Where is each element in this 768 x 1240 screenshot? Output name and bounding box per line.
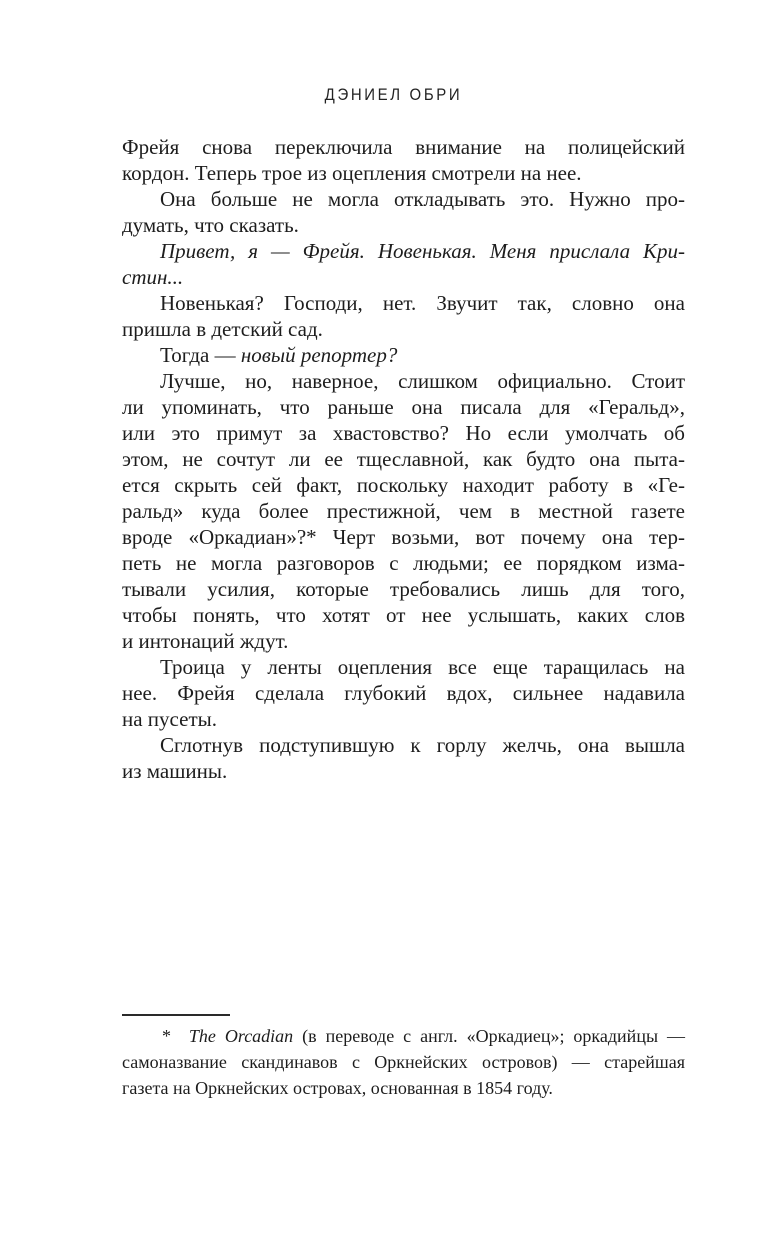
text-line <box>122 264 685 290</box>
text-line <box>122 134 685 160</box>
text-segment: вроде «Оркадиан»?* Черт возьми, вот почему она тер- <box>122 525 685 549</box>
text-line <box>122 654 685 680</box>
text-segment: и интонаций ждут. <box>122 629 289 653</box>
text-segment: газета на Оркнейских островах, основанная в 1854 году. <box>122 1078 553 1098</box>
text-line <box>122 420 685 446</box>
paragraph <box>122 342 685 368</box>
text-line <box>122 160 685 186</box>
running-head-author: ДЭНИЕЛ ОБРИ <box>324 85 463 104</box>
text-line <box>122 186 685 212</box>
text-line <box>122 368 685 394</box>
text-segment: Лучше, но, наверное, слишком официально. Стоит <box>160 369 685 393</box>
text-line <box>122 706 685 732</box>
text-line <box>122 524 685 550</box>
italic-text-segment: The Orcadian <box>188 1026 294 1046</box>
text-segment: нее. Фрейя сделала глубокий вдох, сильнее надавила <box>122 681 685 705</box>
paragraph <box>122 732 685 784</box>
text-segment: ли упоминать, что раньше она писала для «Геральд», <box>122 395 685 419</box>
text-segment: (в переводе с англ. «Оркадиец»; оркадийцы — <box>293 1026 685 1046</box>
paragraph <box>122 238 685 290</box>
italic-text-segment: новый репортер? <box>240 343 398 367</box>
text-segment: из машины. <box>122 759 228 783</box>
text-segment: ется скрыть сей факт, поскольку находит работу в «Ге- <box>122 473 685 497</box>
text-segment: этом, не сочтут ли ее тщеславной, как будто она пыта- <box>122 447 685 471</box>
paragraph <box>122 654 685 732</box>
text-segment: * <box>162 1026 189 1046</box>
text-segment: на пусеты. <box>122 707 217 731</box>
text-segment: чтобы понять, что хотят от нее услышать, каких слов <box>122 603 685 627</box>
text-line <box>122 212 685 238</box>
paragraph <box>122 134 685 186</box>
text-line <box>122 550 685 576</box>
paragraph <box>122 290 685 342</box>
text-line <box>122 342 685 368</box>
text-segment: пришла в детский сад. <box>122 317 323 341</box>
italic-text-segment: стин... <box>122 265 184 289</box>
text-segment: тывали усилия, которые требовались лишь для того, <box>122 577 685 601</box>
text-line <box>122 758 685 784</box>
text-line <box>122 394 685 420</box>
text-segment: ральд» куда более престижной, чем в местной газете <box>122 499 685 523</box>
text-line <box>122 238 685 264</box>
text-segment: кордон. Теперь трое из оцепления смотрели на нее. <box>122 161 582 185</box>
text-segment: Она больше не могла откладывать это. Нужно про- <box>160 187 685 211</box>
text-line <box>122 602 685 628</box>
text-line <box>122 472 685 498</box>
text-line <box>122 680 685 706</box>
text-line <box>122 1049 685 1075</box>
text-line <box>122 446 685 472</box>
italic-text-segment: Привет, я — Фрейя. Новенькая. Меня прислала Кри- <box>160 239 685 263</box>
text-line <box>122 1075 685 1101</box>
text-line <box>122 1023 685 1049</box>
paragraph <box>122 368 685 654</box>
text-segment: Фрейя снова переключила внимание на полицейский <box>122 135 685 159</box>
text-segment: Новенькая? Господи, нет. Звучит так, словно она <box>160 291 685 315</box>
text-line <box>122 576 685 602</box>
body-text <box>122 134 685 784</box>
paragraph <box>122 186 685 238</box>
footnote-rule <box>122 1014 230 1016</box>
text-segment: думать, что сказать. <box>122 213 299 237</box>
text-segment: самоназвание скандинавов с Оркнейских островов) — старейшая <box>122 1052 685 1072</box>
text-segment: петь не могла разговоров с людьми; ее порядком изма- <box>122 551 685 575</box>
text-line <box>122 628 685 654</box>
text-line <box>122 290 685 316</box>
text-segment: Тогда — <box>160 343 241 367</box>
text-segment: Сглотнув подступившую к горлу желчь, она вышла <box>160 733 685 757</box>
text-line <box>122 316 685 342</box>
footnote <box>122 1014 685 1101</box>
text-line <box>122 498 685 524</box>
footnote-text <box>122 1023 685 1101</box>
text-line <box>122 732 685 758</box>
text-segment: Троица у ленты оцепления все еще таращилась на <box>160 655 685 679</box>
text-segment: или это примут за хвастовство? Но если умолчать об <box>122 421 685 445</box>
